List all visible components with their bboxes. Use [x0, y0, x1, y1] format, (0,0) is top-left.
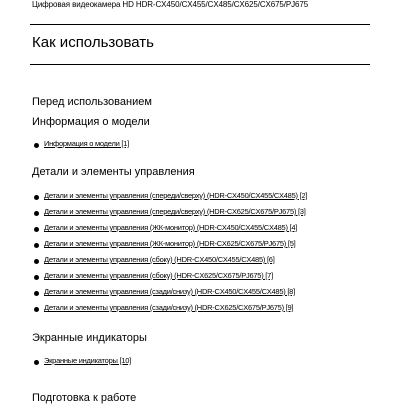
link-parts-front-top-cx450[interactable]: Детали и элементы управления (спереди/сверху) (HDR-CX450/CX455/CX485) [2]	[44, 191, 308, 200]
bullet-icon	[34, 143, 39, 148]
header-divider	[30, 24, 370, 25]
link-parts-lcd-cx450[interactable]: Детали и элементы управления (ЖК-монитор) (HDR-CX450/CX455/CX485) [4]	[44, 223, 298, 232]
page-title: Как использовать	[32, 34, 154, 51]
bullet-icon	[34, 211, 39, 216]
section-heading-before-use: Перед использованием	[32, 96, 152, 108]
section-heading-screen-indicators: Экранные индикаторы	[32, 332, 147, 344]
bullet-icon	[34, 360, 39, 365]
bullet-icon	[34, 195, 39, 200]
link-parts-front-top-cx625[interactable]: Детали и элементы управления (спереди/сверху) (HDR-CX625/CX675/PJ675) [3]	[44, 207, 306, 216]
section-heading-parts-controls: Детали и элементы управления	[32, 166, 195, 178]
header-title: Цифровая видеокамера HD HDR-CX450/CX455/CX485/CX625/CX675/PJ675	[32, 0, 309, 9]
link-parts-side-cx450[interactable]: Детали и элементы управления (сбоку) (HDR-CX450/CX455/CX485) [6]	[44, 255, 275, 264]
link-parts-side-cx625[interactable]: Детали и элементы управления (сбоку) (HDR-CX625/CX675/PJ675) [7]	[44, 271, 273, 280]
bullet-icon	[34, 291, 39, 296]
bullet-icon	[34, 243, 39, 248]
link-screen-indicators[interactable]: Экранные индикаторы [10]	[44, 356, 131, 365]
link-model-info[interactable]: Информация о модели [1]	[44, 139, 129, 148]
bullet-icon	[34, 259, 39, 264]
title-divider	[30, 64, 370, 65]
bullet-icon	[34, 275, 39, 280]
section-heading-preparation: Подготовка к работе	[32, 392, 137, 404]
link-parts-rear-bottom-cx450[interactable]: Детали и элементы управления (сзади/снизу) (HDR-CX450/CX455/CX485) [8]	[44, 287, 295, 296]
link-parts-rear-bottom-cx625[interactable]: Детали и элементы управления (сзади/снизу) (HDR-CX625/CX675/PJ675) [9]	[44, 303, 294, 312]
bullet-icon	[34, 227, 39, 232]
bullet-icon	[34, 307, 39, 312]
section-heading-model-info: Информация о модели	[32, 116, 150, 128]
link-parts-lcd-cx625[interactable]: Детали и элементы управления (ЖК-монитор) (HDR-CX625/CX675/PJ675) [5]	[44, 239, 296, 248]
